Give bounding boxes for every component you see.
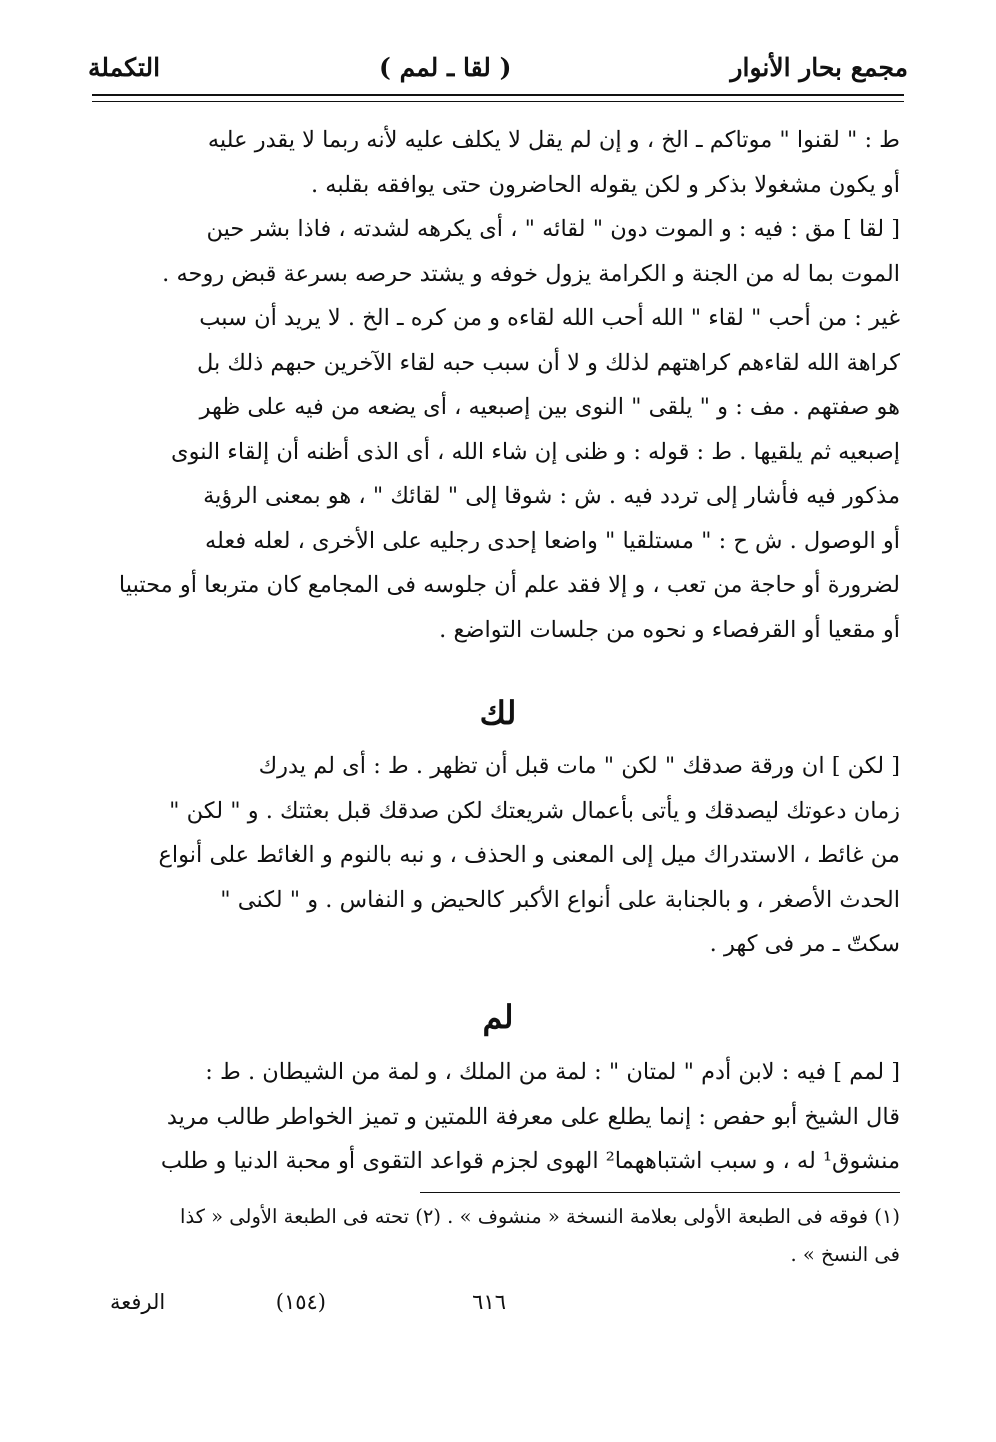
footnote-line: (١) فوقه فى الطبعة الأولى بعلامة النسخة « منشوف » . (٢) تحته فى الطبعة الأولى « كذا (180, 1205, 900, 1228)
text-line: الموت بما له من الجنة و الكرامة يزول خوفه و يشتد حرصه بسرعة قبض روحه . (162, 260, 900, 287)
section-lakin (96, 744, 900, 967)
text-line: هو صفتهم . مف : و " يلقى " النوى بين إصبعيه ، أى يضعه من فيه على ظهر (199, 394, 900, 420)
text-line: أو الوصول . ش ح : " مستلقيا " واضعا إحدى رجليه على الأخرى ، لعله فعله (204, 527, 900, 554)
heading-lm: لم (482, 998, 514, 1036)
heading-lk: لك (479, 694, 517, 732)
text-line: مذكور فيه فأشار إلى تردد فيه . ش : شوقا إلى " لقائك " ، هو بمعنى الرؤية (203, 483, 900, 509)
footnote-line: فى النسخ » . (790, 1243, 900, 1266)
entry-range: ( لقا ـ لمم ) (379, 52, 512, 82)
text-line: من غائط ، الاستدراك ميل إلى المعنى و الحذف ، و نبه بالنوم و الغائط على أنواع (158, 842, 900, 868)
text-line: [ لقا ] مق : فيه : و الموت دون " لقائه " ، أى يكرهه لشدته ، فاذا بشر حين (206, 216, 900, 242)
section-lamam (96, 1050, 900, 1184)
text-line: قال الشيخ أبو حفص : إنما يطلع على معرفة اللمتين و تميز الخواطر طالب مريد (166, 1103, 900, 1130)
text-line: زمان دعوتك ليصدقك و يأتى بأعمال شريعتك لكن صدقك قبل بعثتك . و " لكن " (169, 797, 900, 824)
text-line: ط : " لقنوا " موتاكم ـ الخ ، و إن لم يقل لا يكلف عليه لأنه ربما لا يقدر عليه (207, 127, 900, 153)
part-label: التكملة (88, 52, 161, 82)
text-line: [ لكن ] ان ورقة صدقك " لكن " مات قبل أن تظهر . ط : أى لم يدرك (258, 753, 900, 779)
sheet-number: (١٥٤) (275, 1290, 326, 1314)
signature-mark: الرفعة (110, 1290, 166, 1314)
text-line: كراهة الله لقاءهم كراهتهم لذلك و لا أن سبب حبه لقاء الآخرين حبهم ذلك بل (196, 349, 900, 376)
page-footer (110, 1290, 886, 1330)
running-header (88, 44, 908, 90)
text-line: غير : من أحب " لقاء " الله أحب الله لقاءه و من كره ـ الخ . لا يريد أن سبب (199, 305, 900, 331)
text-line: [ لمم ] فيه : لابن أدم " لمتان " : لمة من الملك ، و لمة من الشيطان . ط : (205, 1059, 900, 1085)
text-line: منشوق¹ له ، و سبب اشتباههما² الهوى لجزم قواعد التقوى أو محبة الدنيا و طلب (160, 1148, 900, 1174)
text-line: لضرورة أو حاجة من تعب ، و إلا فقد علم أن جلوسه فى المجامع كان متربعا أو محتبيا (118, 572, 900, 598)
text-line: أو يكون مشغولا بذكر و لكن يقوله الحاضرون حتى يوافقه بقلبه . (311, 171, 900, 198)
text-line: الحدث الأصغر ، و بالجنابة على أنواع الأكبر كالحيض و النفاس . و " لكنى " (220, 886, 900, 913)
section-laqa (96, 118, 900, 652)
text-line: سكتّ ـ مر فى كهر . (709, 931, 900, 957)
book-title: مجمع بحار الأنوار (730, 52, 908, 82)
header-rule (92, 94, 904, 102)
footnotes (96, 1198, 900, 1274)
text-line: إصبعيه ثم يلقيها . ط : قوله : و ظنى إن شاء الله ، أى الذى أظنه أن إلقاء النوى (171, 438, 900, 465)
text-line: أو مقعيا أو القرفصاء و نحوه من جلسات التواضع . (439, 616, 900, 643)
page-number: ٦١٦ (472, 1290, 506, 1314)
footnote-rule (420, 1192, 900, 1193)
